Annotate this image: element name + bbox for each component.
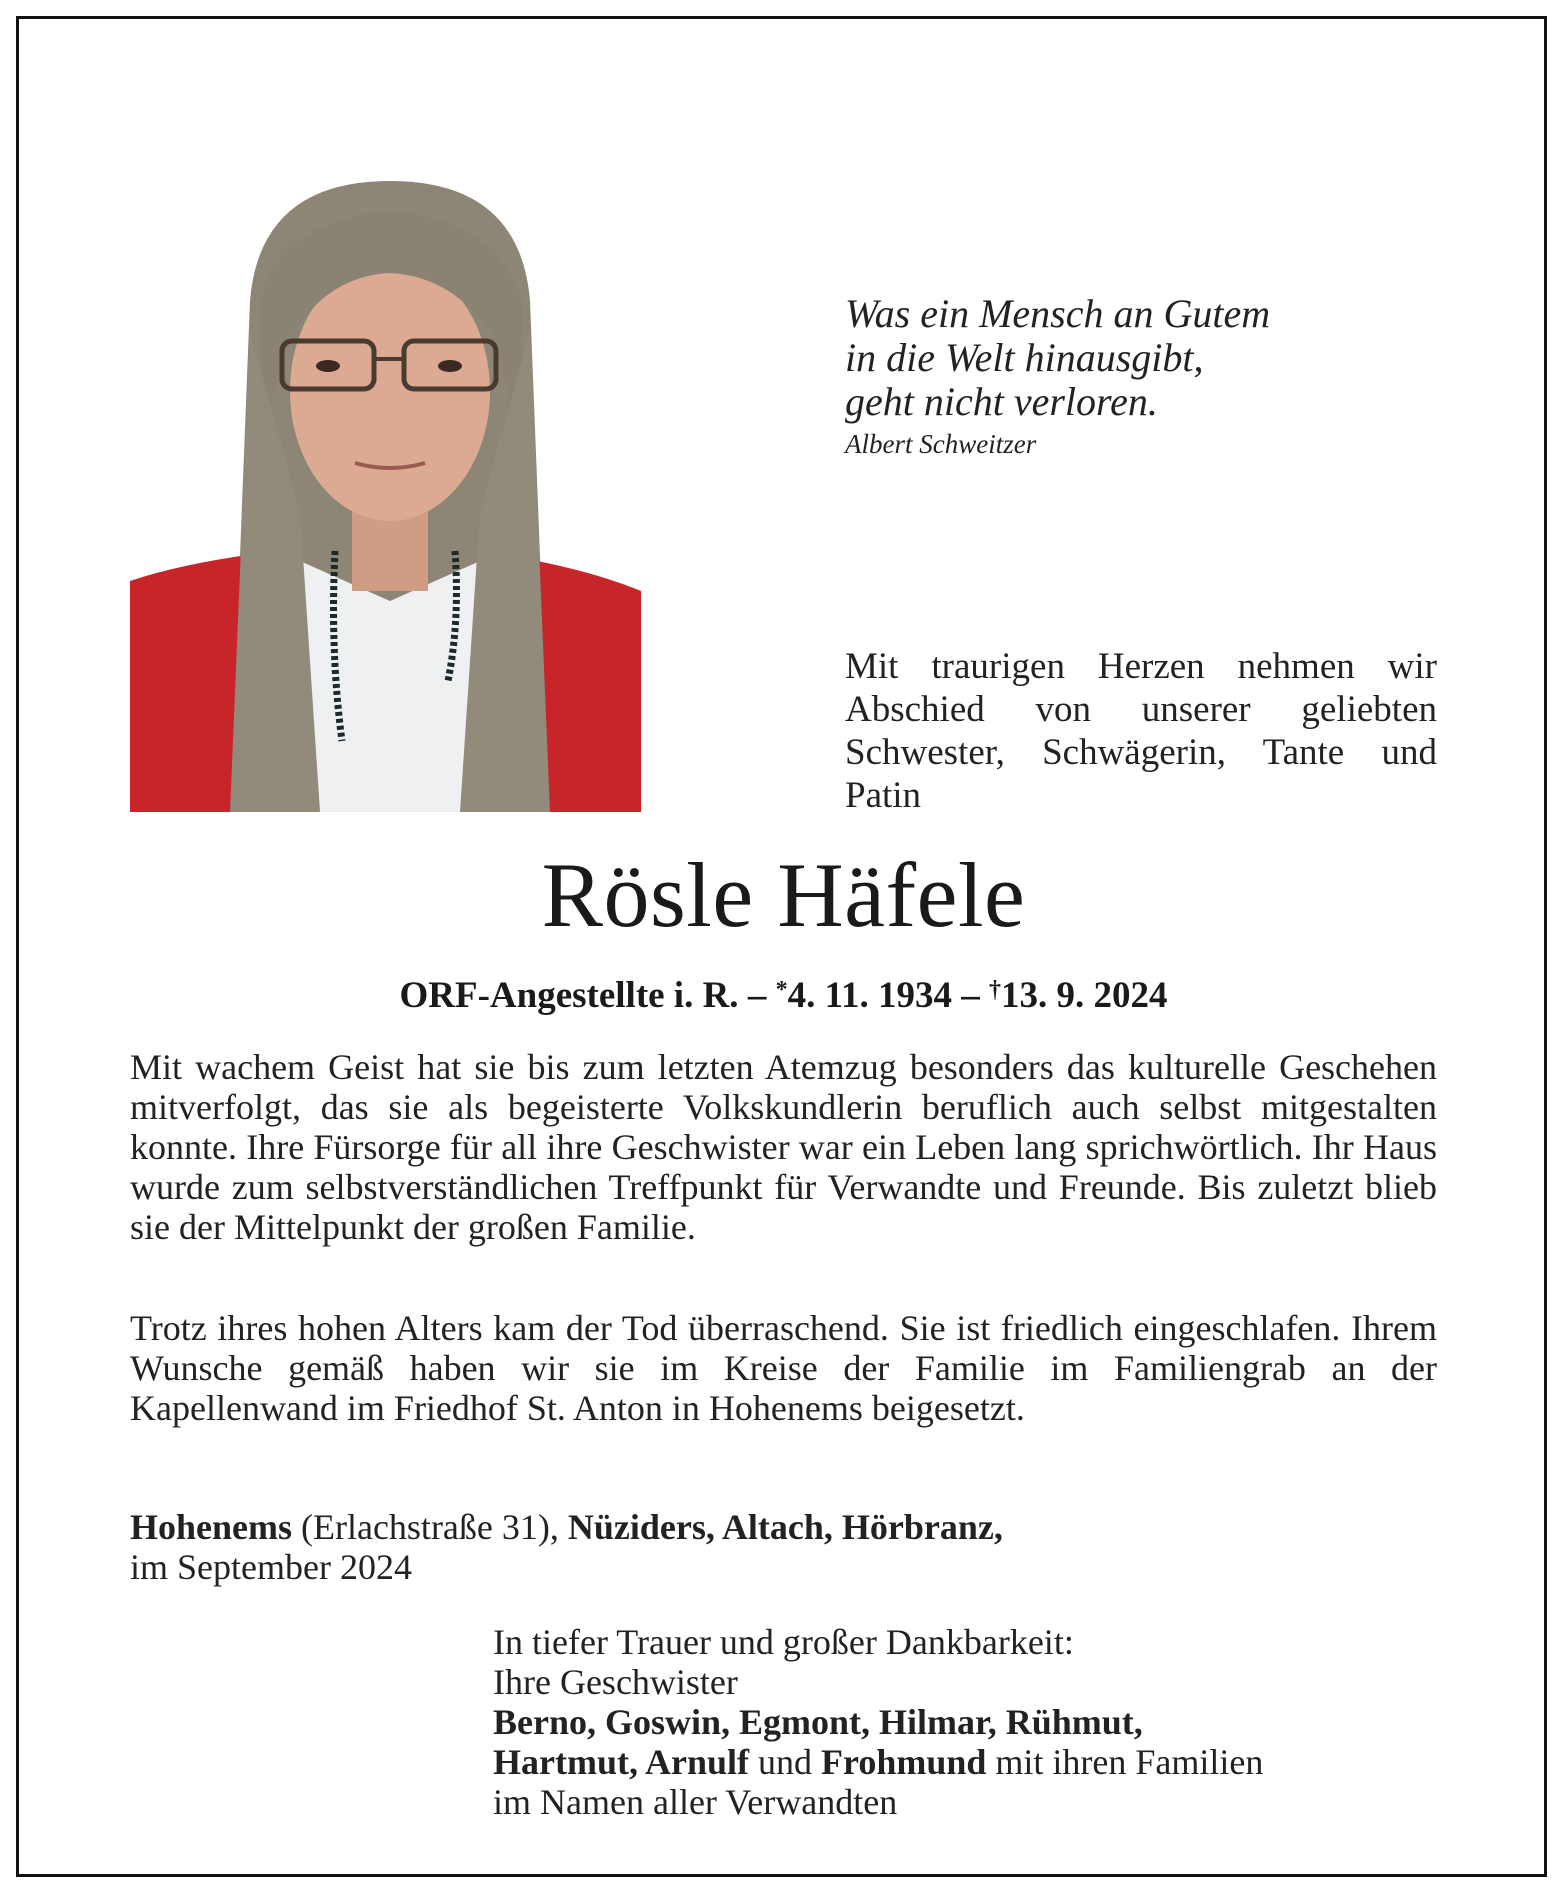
dates-line [0,968,1567,1018]
place-date: im September 2024 [130,1547,412,1587]
paragraph-1: Mit wachem Geist hat sie bis zum letzten Atemzug besonders das kulturelle Geschehen mitverfolgt, das sie als begeisterte Volkskundlerin beruflich auch selbst mitgestalten konnte. Ihre Fürsorge für all ihre Geschwister war ein Leben lang sprichwörtlich. Ihr Haus wurde zum selbstverständlichen Treffpunkt für Verwandte und Freunde. Bis zuletzt blieb sie der Mittelpunkt der großen Familie. [130,1047,1437,1247]
sibling-names-bold-1: Berno, Goswin, Egmont, Hilmar, Rühmut, [493,1702,1143,1742]
with-families: mit ihren Familien [995,1742,1264,1782]
place-address: (Erlachstraße 31), [301,1507,559,1547]
place-date-block [130,1507,1330,1587]
place-other-towns: Nüziders, Altach, Hörbranz, [567,1507,1003,1547]
place-town: Hohenems [130,1507,292,1547]
death-symbol: † [989,977,1002,1003]
closing-block [493,1622,1423,1822]
quote-line-3: geht nicht verloren. [845,379,1158,424]
sibling-last-name: Frohmund [821,1742,987,1782]
death-date: 13. 9. 2024 [1001,975,1168,1016]
occupation: ORF-Angestellte i. R. [399,975,739,1016]
portrait-image [130,181,641,812]
conjunction: und [758,1742,812,1782]
dash: – [961,975,980,1016]
sibling-names-1 [493,1702,1423,1742]
closing-line-2: Ihre Geschwister [493,1662,738,1702]
dash: – [747,975,767,1016]
deceased-name: Rösle Häfele [541,844,1026,946]
closing-last-line: im Namen aller Verwandten [493,1782,898,1822]
quote-block [845,292,1405,460]
closing-line-1: In tiefer Trauer und großer Dankbarkeit: [493,1622,1074,1662]
quote-author: Albert Schweitzer [845,429,1037,459]
sibling-names-2 [493,1742,1423,1782]
sibling-names-bold-2: Hartmut, Arnulf [493,1742,749,1782]
birth-date: 4. 11. 1934 [787,975,953,1016]
paragraph-2: Trotz ihres hohen Alters kam der Tod überraschend. Sie ist friedlich eingeschlafen. Ihrem Wunsche gemäß haben wir sie im Kreise der Familie im Familiengrab an der Kapellenwand im Friedhof St. Anton in Hohenems beigesetzt. [130,1308,1437,1428]
quote-line-2: in die Welt hinausgibt, [845,335,1204,380]
portrait-photo [130,181,641,812]
birth-symbol: * [775,977,788,1003]
place-line [130,1507,1330,1547]
quote-line-1: Was ein Mensch an Gutem [845,291,1271,336]
intro-text: Mit traurigen Herzen nehmen wir Abschied von unserer geliebten Schwester, Schwägerin, Tante und Patin [845,646,1437,816]
